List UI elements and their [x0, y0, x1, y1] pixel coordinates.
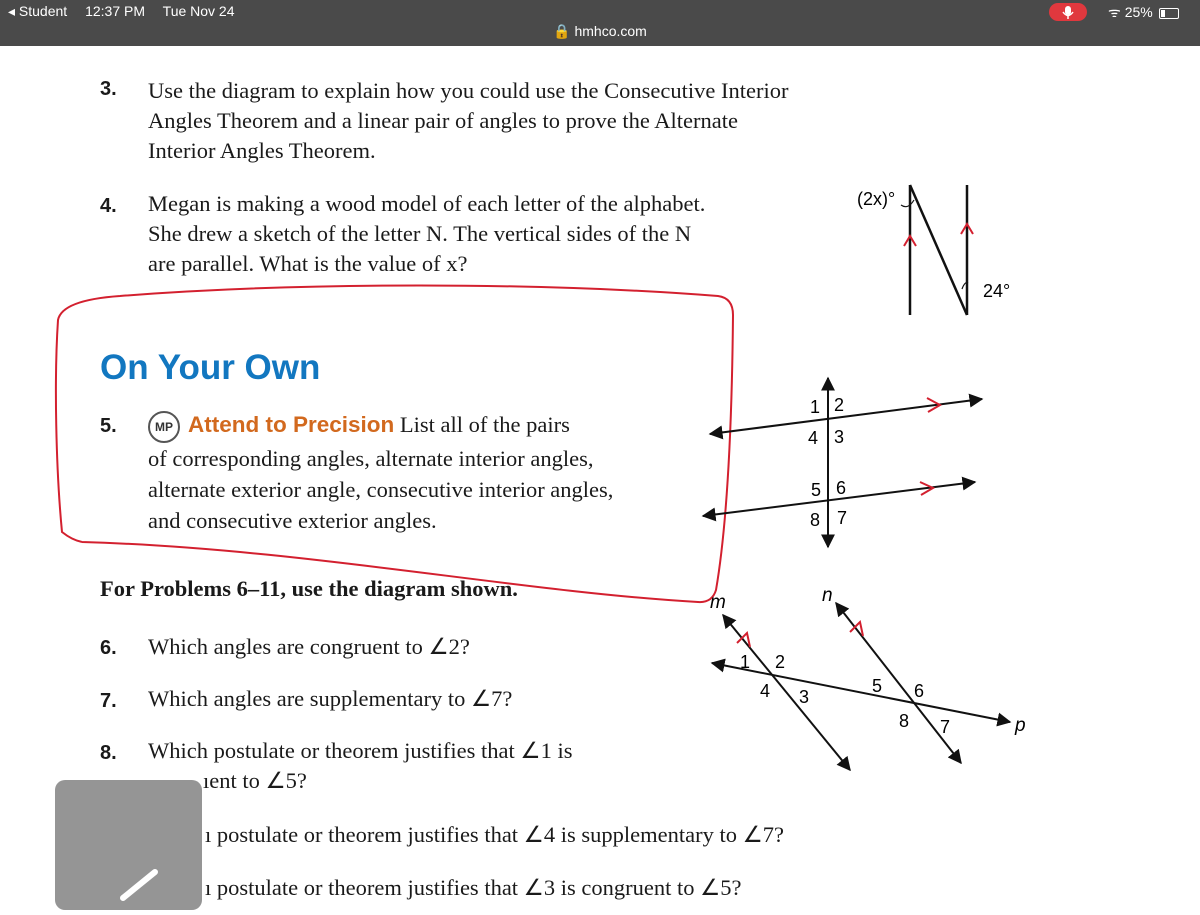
n-left-angle-label: (2x)° [857, 189, 896, 209]
problem-3-line: Angles Theorem and a linear pair of angles to prove the Alternate [148, 108, 738, 133]
angle-label: 4 [760, 681, 771, 701]
n-diagonal [910, 185, 967, 315]
question-7-text: Which angles are supplementary to ∠7? [148, 686, 513, 711]
line-p [712, 663, 1010, 722]
angle-label: 7 [940, 717, 951, 737]
question-10-text: ı postulate or theorem justifies that ∠3 is congruent to ∠5? [205, 875, 742, 900]
problem-5-lead: List all of the pairs [399, 412, 570, 437]
question-6-number: 6. [100, 637, 117, 659]
problem-5-number: 5. [100, 415, 117, 437]
angle-label: 3 [799, 687, 810, 707]
question-8-line: Which postulate or theorem justifies that ∠1 is [148, 738, 573, 763]
practice-label: Attend to Precision [188, 412, 395, 437]
transversal-diagram-b [710, 585, 1026, 770]
problem-5-line: of corresponding angles, alternate interior angles, [148, 445, 594, 471]
problem-3-line: Interior Angles Theorem. [148, 138, 376, 163]
transversal-diagram-a [703, 378, 982, 547]
angle-label: 5 [811, 480, 822, 500]
angle-arc-icon [901, 200, 914, 207]
line-n-label: n [822, 585, 833, 606]
wifi-icon: ᯤ [1108, 4, 1121, 20]
angle-label: 2 [834, 395, 845, 415]
angle-label: 7 [837, 508, 848, 528]
problem-4-line: She drew a sketch of the letter N. The vertical sides of the N [148, 221, 692, 246]
ink-box-annotation [56, 286, 733, 603]
angle-label: 1 [810, 397, 821, 417]
back-to-app-link[interactable]: ◂ Student [8, 3, 68, 19]
question-7-number: 7. [100, 690, 117, 712]
question-9-text: ı postulate or theorem justifies that ∠4 is supplementary to ∠7? [205, 822, 784, 847]
angle-label: 2 [775, 652, 786, 672]
angle-label: 1 [740, 652, 751, 672]
problem-4-line: Megan is making a wood model of each letter of the alphabet. [148, 191, 706, 216]
problem-5-line: alternate exterior angle, consecutive interior angles, [148, 476, 614, 502]
pencil-icon [55, 780, 202, 910]
edit-overlay-button[interactable] [55, 780, 202, 910]
status-date: Tue Nov 24 [162, 3, 235, 19]
mp-badge-icon: MP [148, 411, 180, 443]
angle-label: 8 [899, 711, 910, 731]
question-8-number: 8. [100, 742, 117, 764]
n-right-angle-label: 24° [983, 281, 1011, 301]
problem-4-line: are parallel. What is the value of x? [148, 251, 468, 276]
parallel-line-upper [710, 399, 982, 434]
problem-5-line: and consecutive exterior angles. [148, 507, 437, 533]
status-time: 12:37 PM [85, 3, 146, 19]
angle-label: 8 [810, 510, 821, 530]
angle-label: 4 [808, 428, 819, 448]
line-m-label: m [710, 592, 726, 613]
angle-label: 6 [914, 681, 925, 701]
angle-label: 6 [836, 478, 847, 498]
line-p-label: p [1015, 715, 1026, 736]
battery-percent: 25% [1124, 4, 1153, 20]
problem-3-line: Use the diagram to explain how you could use the Consecutive Interior [148, 78, 789, 103]
problem-3-number: 3. [100, 78, 117, 100]
question-6-text: Which angles are congruent to ∠2? [148, 634, 470, 659]
angle-label: 5 [872, 676, 883, 696]
angle-label: 3 [834, 427, 845, 447]
problem-4-number: 4. [100, 195, 117, 217]
question-8-line: ıent to ∠5? [203, 768, 307, 793]
section-heading: On Your Own [100, 348, 321, 387]
problems-6-11-heading: For Problems 6–11, use the diagram shown. [100, 576, 518, 601]
letter-n-diagram [857, 185, 1010, 315]
url-display[interactable]: 🔒 hmhco.com [553, 23, 647, 39]
